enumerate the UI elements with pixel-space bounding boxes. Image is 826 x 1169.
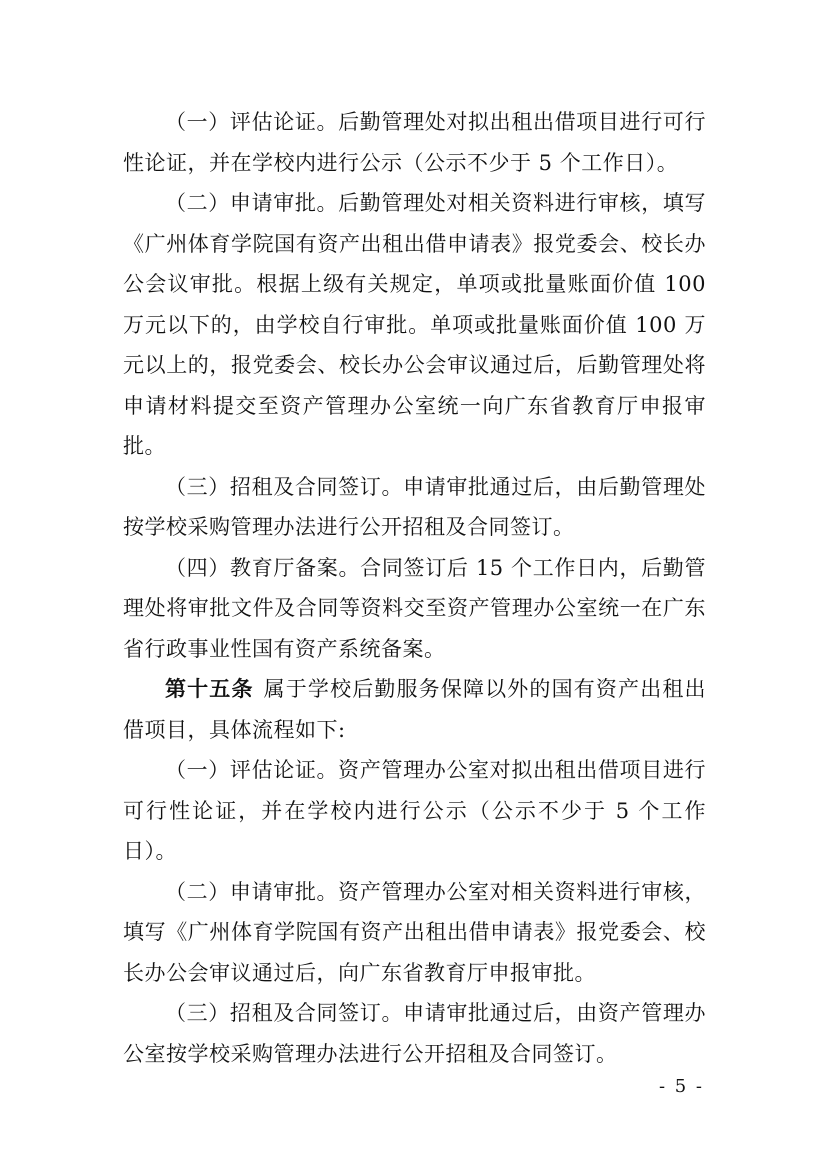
paragraph-lease-contract-asset-office: （三）招租及合同签订。申请审批通过后，由资产管理办公室按学校采购管理办法进行公开招租及合同签订。 (123, 1001, 706, 1066)
paragraph-approval-asset-office: （二）申请审批。资产管理办公室对相关资料进行审核，填写《广州体育学院国有资产出租出借申请表》报党委会、校长办公会审议通过后，向广东省教育厅申报审批。 (123, 879, 706, 985)
paragraph-evaluation-logistics: （一）评估论证。后勤管理处对拟出租出借项目进行可行性论证，并在学校内进行公示（公示不少于 5 个工作日）。 (123, 110, 706, 175)
paragraph-approval-logistics: （二）申请审批。后勤管理处对相关资料进行审核，填写《广州体育学院国有资产出租出借申请表》报党委会、校长办公会议审批。根据上级有关规定，单项或批量账面价值 100 万元以下的，由学校自行审批。单项或批量账面价值 100 万元以上的，报党委会、校长办公会审议通过后，后勤管理处将申请材料提交至资产管理办公室统一向广东省教育厅申报审批。 (123, 191, 706, 458)
article-15-text: 属于学校后勤服务保障以外的国有资产出租出借项目，具体流程如下: (123, 677, 706, 742)
article-15-heading: 第十五条 (165, 676, 254, 701)
paragraph-lease-contract-logistics: （三）招租及合同签订。申请审批通过后，由后勤管理处按学校采购管理办法进行公开招租及合同签订。 (123, 474, 706, 539)
paragraph-filing-logistics: （四）教育厅备案。合同签订后 15 个工作日内，后勤管理处将审批文件及合同等资料交至资产管理办公室统一在广东省行政事业性国有资产系统备案。 (123, 555, 706, 661)
document-body (123, 102, 706, 1074)
page-number: - 5 - (658, 1076, 704, 1097)
article-15-paragraph (123, 669, 706, 750)
paragraph-evaluation-asset-office: （一）评估论证。资产管理办公室对拟出租出借项目进行可行性论证，并在学校内进行公示（公示不少于 5 个工作日）。 (123, 758, 706, 863)
